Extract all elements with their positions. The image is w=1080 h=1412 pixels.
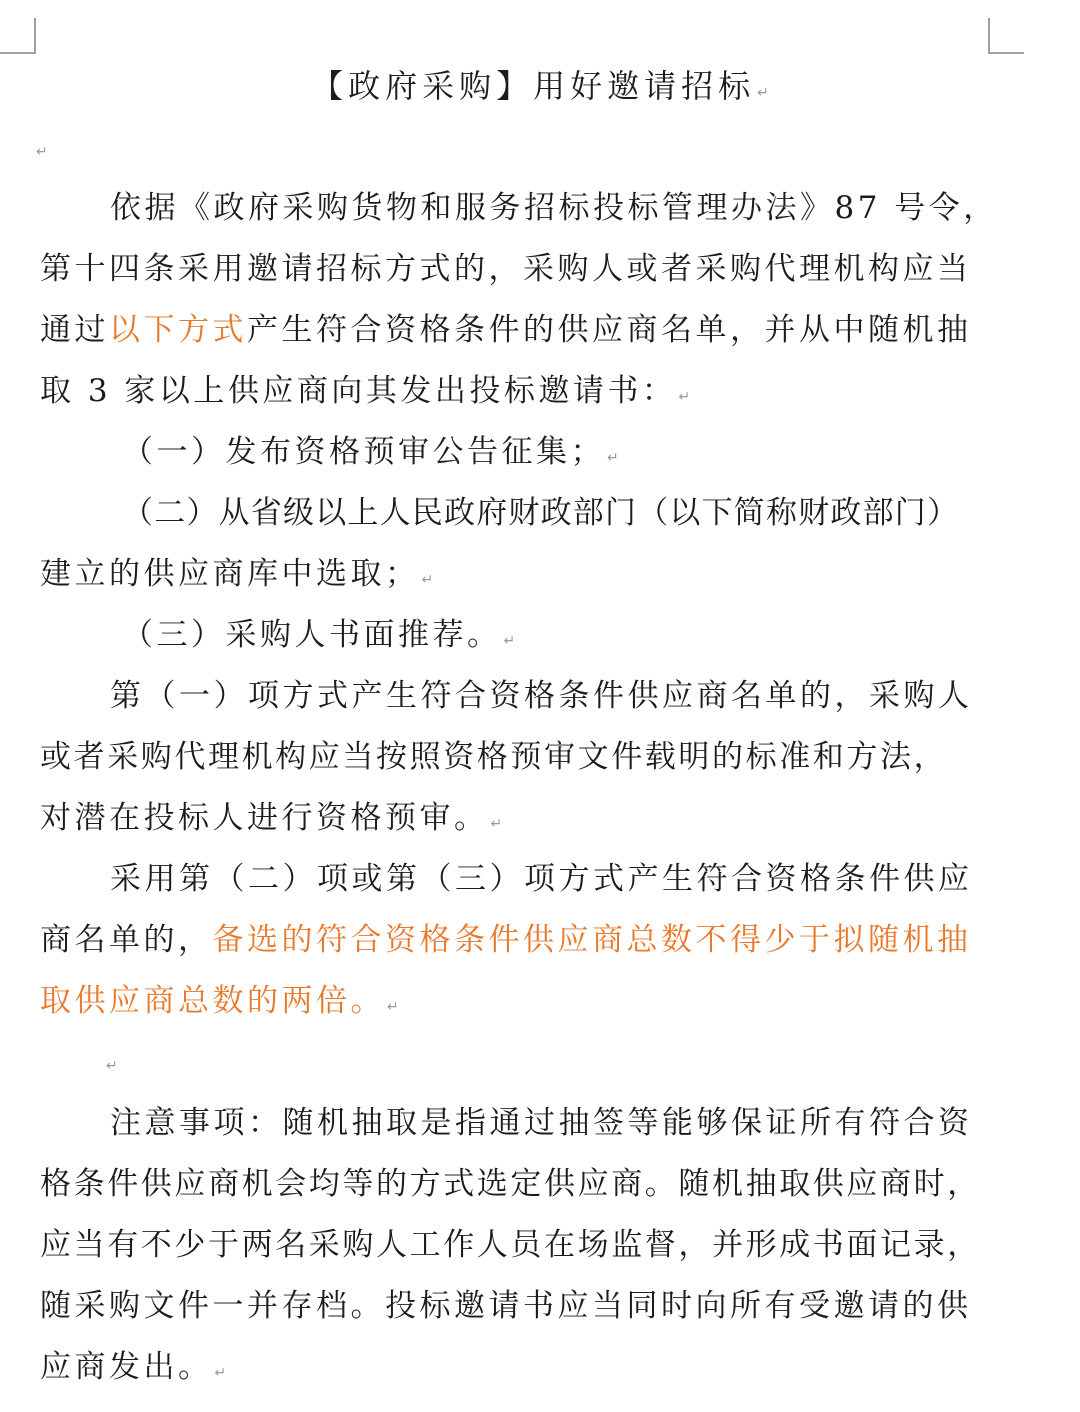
highlighted-text: 以下方式 [109,312,247,348]
paragraph-mark-icon: ↵ [36,144,48,160]
paragraph-mark-icon: ↵ [607,450,619,466]
title-text: 【政府采购】用好邀请招标 [311,67,756,105]
list-item: （一）发布资格预审公告征集； ↵ [122,434,619,470]
paragraph-mark-icon: ↵ [490,816,503,832]
document-title [0,62,1080,117]
crop-mark-top-right [988,18,1024,54]
highlighted-text: 备选的符合资格条件供应商总数不得少于拟随机抽 [212,922,972,958]
text-line: 应商发出。 ↵ [40,1349,227,1385]
list-item: （二）从省级以上人民政府财政部门（以下简称财政部门） [122,495,960,531]
text-line: 第十四条采用邀请招标方式的，采购人或者采购代理机构应当 [40,251,972,287]
text-line: 格条件供应商机会均等的方式选定供应商。随机抽取供应商时， [40,1166,981,1202]
crop-mark-top-left [0,18,36,54]
paragraph-mark-icon: ↵ [503,633,516,649]
paragraph-mark-icon: ↵ [106,1058,118,1074]
text-line: 应当有不少于两名采购人工作人员在场监督，并形成书面记录， [40,1227,981,1263]
text-line: 采用第（二）项或第（三）项方式产生符合资格条件供应 [110,861,973,897]
paragraph-mark-icon: ↵ [678,389,691,405]
paragraph-mark-icon: ↵ [214,1365,227,1381]
text-line: 建立的供应商库中选取； ↵ [40,556,434,592]
text-line: 商名单的，备选的符合资格条件供应商总数不得少于拟随机抽 [40,922,972,958]
text-line: 通过以下方式产生符合资格条件的供应商名单，并从中随机抽 [40,312,972,348]
text-line: 取 3 家以上供应商向其发出投标邀请书： ↵ [40,373,691,409]
paragraph-mark-icon: ↵ [421,572,434,588]
paragraph-mark-icon: ↵ [387,999,399,1015]
text-line: 注意事项：随机抽取是指通过抽签等能够保证所有符合资 [110,1105,973,1141]
text-line: 对潜在投标人进行资格预审。 ↵ [40,800,503,836]
paragraph-mark-icon: ↵ [757,85,769,101]
text-line: 第（一）项方式产生符合资格条件供应商名单的，采购人 [110,678,973,714]
text-line: 依据《政府采购货物和服务招标投标管理办法》87 号令， [110,190,998,226]
highlighted-text: 取供应商总数的两倍。 ↵ [40,983,399,1019]
text-line: 或者采购代理机构应当按照资格预审文件载明的标准和方法， [40,739,948,775]
text-line: 随采购文件一并存档。投标邀请书应当同时向所有受邀请的供 [40,1288,972,1324]
list-item: （三）采购人书面推荐。 ↵ [122,617,516,653]
